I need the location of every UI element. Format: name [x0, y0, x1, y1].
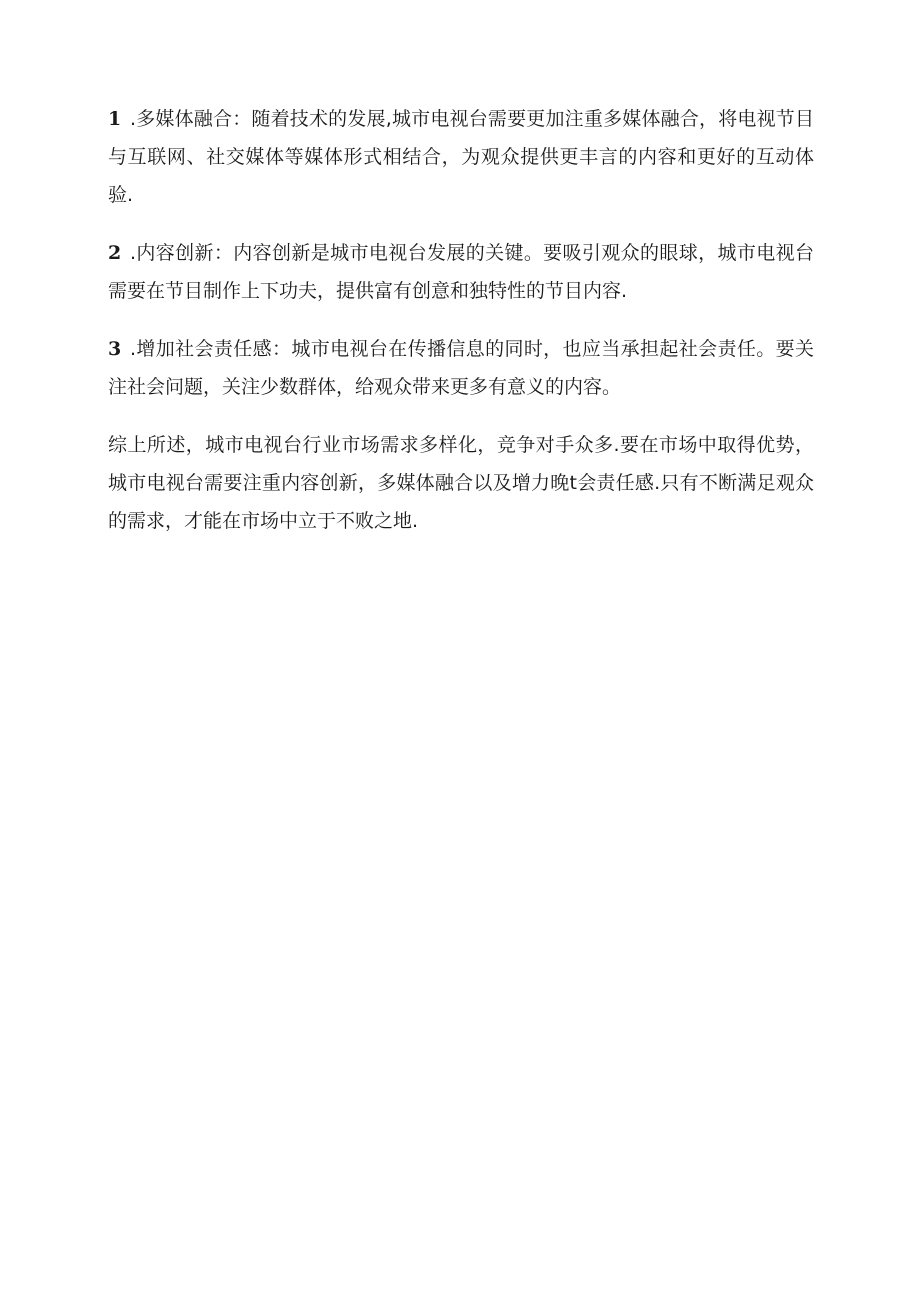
list-item-text: .内容创新：内容创新是城市电视台发展的关键。要吸引观众的眼球，城市电视台需要在节目制作上下功夫，提供富有创意和独特性的节目内容. — [108, 242, 814, 302]
document-body — [108, 100, 814, 560]
list-number: 3 — [108, 338, 122, 360]
list-number: 2 — [108, 242, 122, 264]
list-item-content-innovation — [108, 234, 814, 310]
list-number: 1 — [108, 108, 122, 130]
list-item-social-responsibility — [108, 330, 814, 406]
list-item-text: .增加社会责任感：城市电视台在传播信息的同时，也应当承担起社会责任。要关注社会问题，关注少数群体，给观众带来更多有意义的内容。 — [108, 338, 814, 398]
list-item-multimedia — [108, 100, 814, 214]
summary-paragraph: 综上所述，城市电视台行业市场需求多样化，竞争对手众多.要在市场中取得优势，城市电视台需要注重内容创新，多媒体融合以及增力晚t会责任感.只有不断满足观众的需求，才能在市场中立于不败之地. — [108, 434, 814, 532]
list-item-text: .多媒体融合：随着技术的发展,城市电视台需要更加注重多媒体融合，将电视节目与互联网、社交媒体等媒体形式相结合，为观众提供更丰言的内容和更好的互动体验. — [108, 108, 814, 206]
